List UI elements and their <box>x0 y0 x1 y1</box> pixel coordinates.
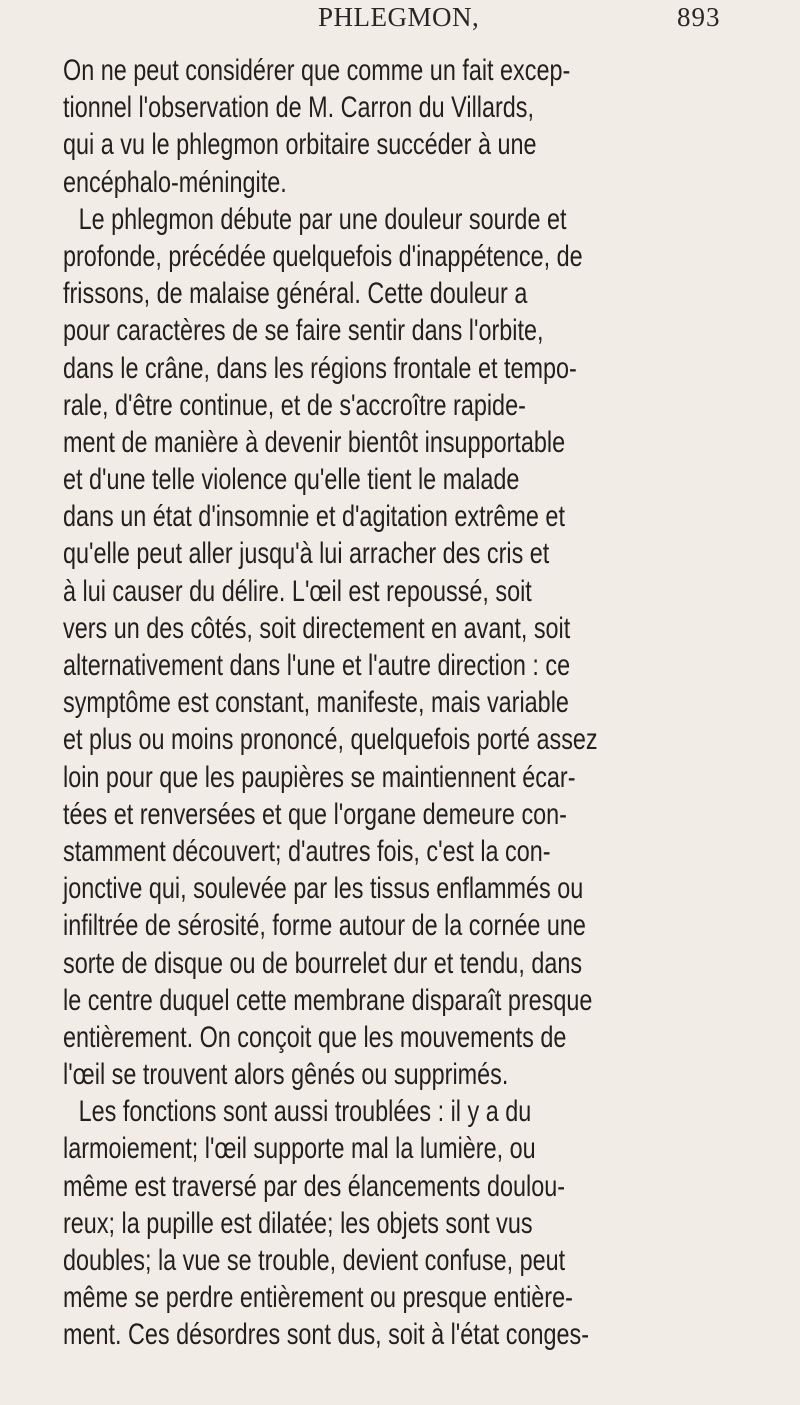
page-number: 893 <box>677 2 721 32</box>
text-line: stamment découvert; d'autres fois, c'est la con- <box>63 834 551 868</box>
text-line: même est traversé par des élancements doulou- <box>63 1169 566 1203</box>
text-line: rale, d'être continue, et de s'accroître rapide- <box>63 388 526 422</box>
text-line: vers un des côtés, soit directement en avant, soit <box>63 611 571 645</box>
text-line: larmoiement; l'œil supporte mal la lumière, ou <box>63 1132 536 1166</box>
text-line: dans un état d'insomnie et d'agitation extrême et <box>63 500 565 534</box>
text-line: profonde, précédée quelquefois d'inappétence, de <box>63 239 583 273</box>
text-line: même se perdre entièrement ou presque entière- <box>63 1281 573 1315</box>
text-line: entièrement. On conçoit que les mouvements de <box>63 1020 567 1054</box>
text-line: Les fonctions sont aussi troublées : il y a du <box>78 1095 532 1129</box>
text-line: reux; la pupille est dilatée; les objets sont vus <box>63 1206 533 1240</box>
text-line: à lui causer du délire. L'œil est repoussé, soit <box>63 574 532 608</box>
text-line: sorte de disque ou de bourrelet dur et tendu, dans <box>63 946 583 980</box>
page-header <box>0 2 800 42</box>
text-line: ment. Ces désordres sont dus, soit à l'état conges- <box>63 1318 590 1352</box>
text-line: et plus ou moins prononcé, quelquefois porté assez <box>63 723 598 757</box>
text-line: On ne peut considérer que comme un fait excep- <box>63 54 571 87</box>
text-line: qui a vu le phlegmon orbitaire succéder à une <box>63 128 537 162</box>
text-line: loin pour que les paupières se maintiennent écar- <box>63 760 576 794</box>
text-line: symptôme est constant, manifeste, mais variable <box>63 686 569 720</box>
text-line: ment de manière à devenir bientôt insupportable <box>63 425 566 459</box>
text-line: jonctive qui, soulevée par les tissus enflammés ou <box>63 872 584 906</box>
text-line: l'œil se trouvent alors gênés ou supprimés. <box>63 1058 509 1092</box>
text-line: alternativement dans l'une et l'autre direction : ce <box>63 649 571 682</box>
text-line: tionnel l'observation de M. Carron du Villards, <box>63 91 534 125</box>
text-line: et d'une telle violence qu'elle tient le malade <box>63 463 520 497</box>
text-line: frissons, de malaise général. Cette douleur a <box>63 277 528 311</box>
text-line: encéphalo-méningite. <box>63 165 287 199</box>
text-line: qu'elle peut aller jusqu'à lui arracher des cris et <box>63 537 550 571</box>
text-line: doubles; la vue se trouble, devient confuse, peut <box>63 1244 566 1277</box>
running-head: PHLEGMON, <box>318 2 480 32</box>
text-line: dans le crâne, dans les régions frontale et tempo- <box>63 351 577 385</box>
text-line: pour caractères de se faire sentir dans l'orbite, <box>63 314 544 348</box>
body-text <box>63 52 763 1354</box>
text-line: infiltrée de sérosité, forme autour de la cornée une <box>63 909 586 943</box>
text-line: tées et renversées et que l'organe demeure con- <box>63 797 567 831</box>
text-line: Le phlegmon débute par une douleur sourde et <box>78 202 567 236</box>
text-line: le centre duquel cette membrane disparaît presque <box>63 983 593 1017</box>
